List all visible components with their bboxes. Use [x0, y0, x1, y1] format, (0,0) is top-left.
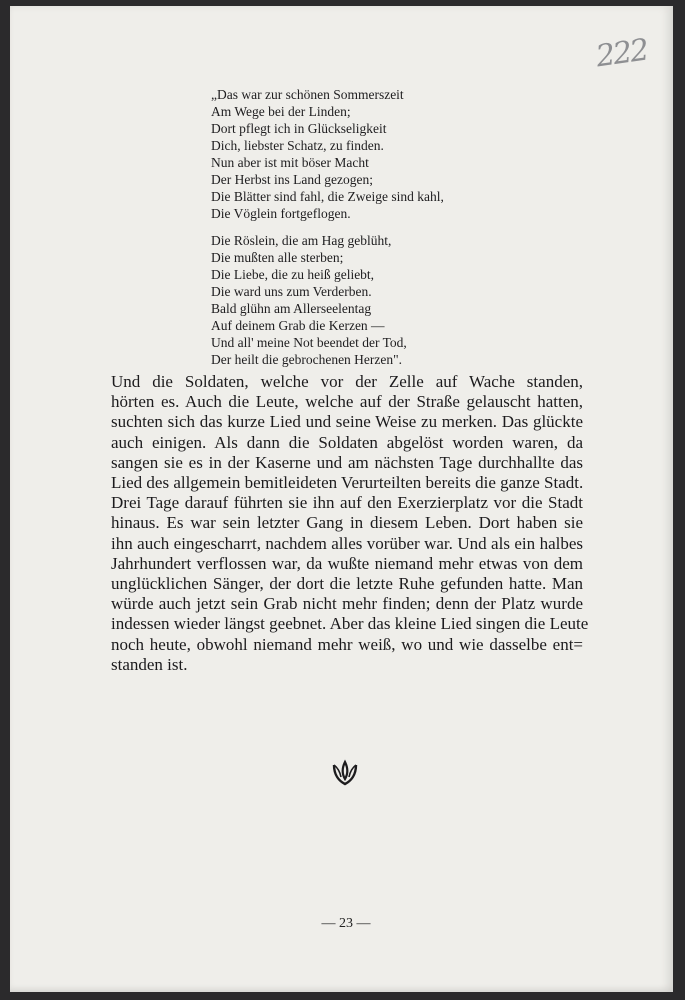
prose-line: Jahrhundert verflossen war, da wußte niemand mehr etwas von dem [111, 553, 583, 573]
poem-line: Dort pflegt ich in Glückseligkeit [211, 121, 387, 136]
prose-line: auch einigen. Als dann die Soldaten abgelöst worden waren, da [111, 432, 583, 452]
prose-line: suchten sich das kurze Lied und seine Weise zu merken. Das glückte [111, 412, 583, 432]
prose-line: Und die Soldaten, welche vor der Zelle auf Wache standen, [111, 372, 583, 391]
prose-line: sangen sie es in der Kaserne und am nächsten Tage durchhallte das [111, 452, 583, 472]
poem-line: Die Röslein, die am Hag geblüht, [211, 233, 392, 248]
prose-line: hörten es. Auch die Leute, welche auf der Straße gelauscht hatten, [111, 392, 583, 412]
prose-line: Lied des allgemein bemitleideten Verurteilten bereits die ganze Stadt. [111, 473, 584, 493]
poem-line: Nun aber ist mit böser Macht [211, 155, 369, 170]
poem-line: Die mußten alle sterben; [211, 250, 344, 265]
poem-line: Der heilt die gebrochenen Herzen". [211, 352, 403, 367]
poem-line: Die Vöglein fortgeflogen. [211, 206, 351, 221]
poem-line: Der Herbst ins Land gezogen; [211, 172, 373, 187]
prose-line: indessen wieder längst geebnet. Aber das kleine Lied singen die Leute [111, 614, 589, 634]
poem-line: Auf deinem Grab die Kerzen — [211, 318, 385, 333]
prose-line: Drei Tage darauf führten sie ihn auf den Exerzierplatz vor die Stadt [111, 493, 583, 513]
page-number: — 23 — [321, 916, 371, 931]
poem-line: Am Wege bei der Linden; [211, 104, 351, 119]
poem-line: Dich, liebster Schatz, zu finden. [211, 138, 384, 153]
poem-line: Die Blätter sind fahl, die Zweige sind kahl, [211, 189, 444, 204]
poem-stanza-2 [211, 232, 511, 368]
handwritten-annotation: 222 [593, 32, 650, 75]
poem-line: Bald glühn am Allerseelentag [211, 301, 372, 316]
poem-line: „Das war zur schönen Sommerszeit [211, 87, 404, 102]
poem [211, 86, 511, 368]
prose-line: standen ist. [111, 654, 188, 674]
poem-line: Und all' meine Not beendet der Tod, [211, 335, 407, 350]
poem-line: Die Liebe, die zu heiß geliebt, [211, 267, 375, 282]
prose-line: noch heute, obwohl niemand mehr weiß, wo und wie dasselbe ent= [111, 634, 583, 654]
poem-stanza-1 [211, 86, 511, 222]
book-page [10, 6, 673, 992]
poem-line: Die ward uns zum Verderben. [211, 284, 372, 299]
prose-line: unglücklichen Sänger, der dort die letzte Ruhe gefunden hatte. Man [111, 574, 583, 594]
prose-line: ihn auch eingescharrt, nachdem alles vorüber war. Und als ein halbes [111, 533, 583, 553]
prose-paragraph [111, 372, 589, 675]
prose-line: hinaus. Es war sein letzter Gang in diesem Leben. Dort haben sie [111, 513, 583, 533]
tulip-ornament-icon [330, 759, 360, 787]
prose-line: würde auch jetzt sein Grab nicht mehr finden; denn der Platz wurde [111, 594, 583, 614]
